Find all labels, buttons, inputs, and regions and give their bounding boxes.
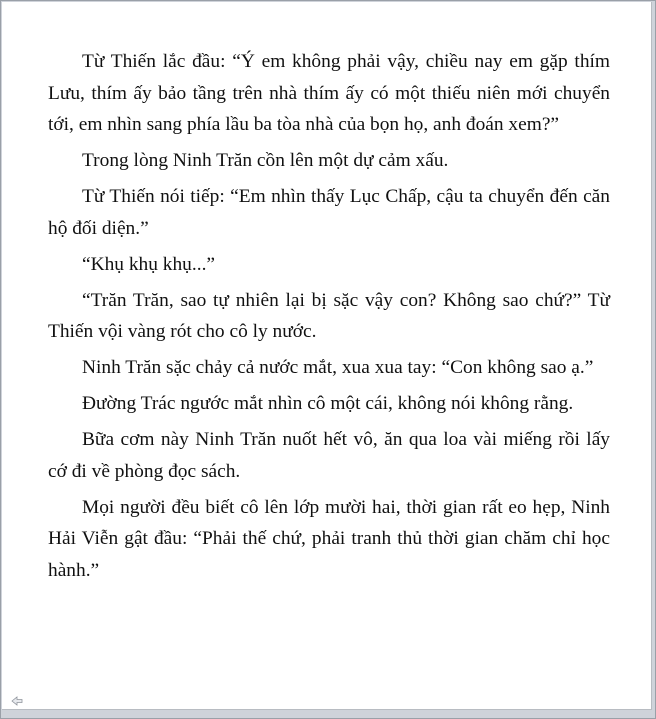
paragraph-6: Ninh Trăn sặc chảy cả nước mắt, xua xua tay: “Con không sao ạ.” xyxy=(82,357,594,378)
paragraph-3: Từ Thiến nói tiếp: “Em nhìn thấy Lục Chấp, cậu ta chuyển đến căn hộ đối diện.” xyxy=(48,186,610,239)
paragraph-4: “Khụ khụ khụ...” xyxy=(82,253,216,275)
paragraph-1: Từ Thiến lắc đầu: “Ý em không phải vậy, chiều nay em gặp thím Lưu, thím ấy bảo tầng trên nhà thím ấy có một thiếu niên mới chuyển tới, em nhìn sang phía lầu ba tòa nhà của bọn họ, anh đoán xem?” xyxy=(48,51,610,135)
paragraph-2: Trong lòng Ninh Trăn cồn lên một dự cảm xấu. xyxy=(82,150,449,171)
paragraph-5: “Trăn Trăn, sao tự nhiên lại bị sặc vậy con? Không sao chứ?” Từ Thiến vội vàng rót cho cô ly nước. xyxy=(48,289,610,342)
paragraph-8: Bữa cơm này Ninh Trăn nuốt hết vô, ăn qua loa vài miếng rồi lấy cớ đi về phòng đọc sách. xyxy=(48,429,610,482)
paragraph-7: Đường Trác ngước mắt nhìn cô một cái, không nói không rằng. xyxy=(82,393,574,414)
page-content xyxy=(48,46,610,591)
paragraph-9: Mọi người đều biết cô lên lớp mười hai, thời gian rất eo hẹp, Ninh Hải Viễn gật đầu: “Phải thế chứ, phải tranh thủ thời gian chăm chỉ học hành.” xyxy=(48,496,610,581)
document-page xyxy=(2,2,652,710)
arrow-left-icon[interactable] xyxy=(11,696,23,706)
